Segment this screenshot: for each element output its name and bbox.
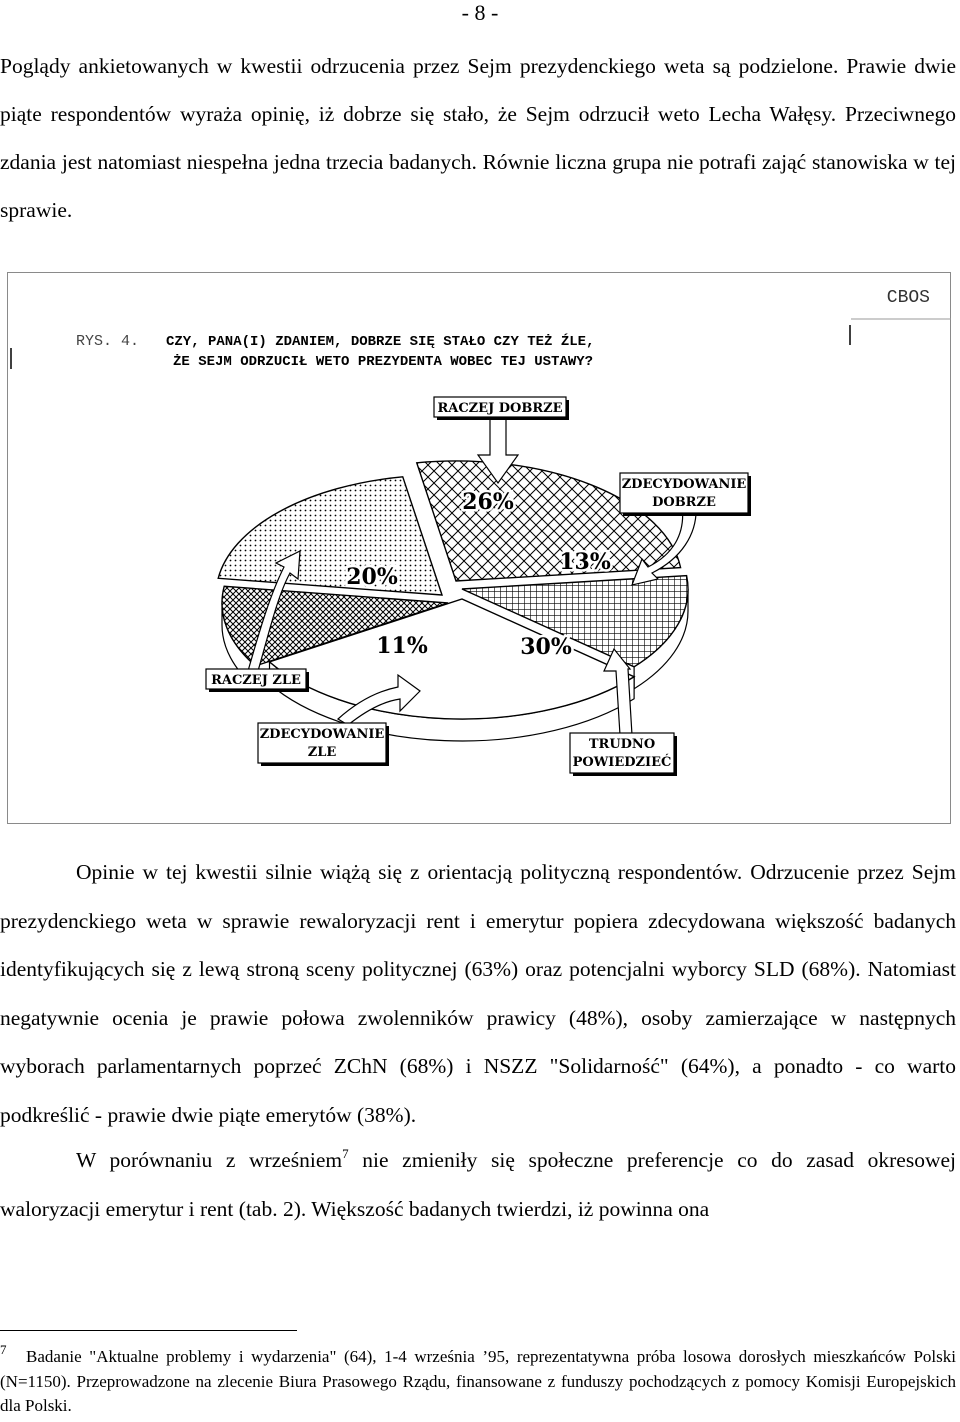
slice-label-rz-line1: RACZEJ DOBRZE xyxy=(437,401,563,416)
figure-title-line2: ŻE SEJM ODRZUCIŁ WETO PREZYDENTA WOBEC TEJ USTAWY? xyxy=(173,354,594,370)
figure-title-line1: CZY, PANA(I) ZDANIEM, DOBRZE SIĘ STAŁO CZY TEŻ ŹLE, xyxy=(166,334,595,350)
pie-slice-rl xyxy=(218,477,442,595)
slice-label-zd-line1: ZDECYDOWANIE xyxy=(621,477,747,492)
slice-value-rz: 26% xyxy=(462,489,514,515)
slice-value-zd: 13% xyxy=(559,549,611,575)
paragraph-3 xyxy=(0,1136,956,1233)
footnote-reference[interactable]: 7 xyxy=(342,1146,349,1161)
slice-value-tp: 30% xyxy=(520,634,572,660)
slice-label-zz-line2: ZLE xyxy=(307,745,337,760)
slice-value-rl: 20% xyxy=(346,564,398,590)
footnote-text: Badanie "Aktualne problemy i wydarzenia" (64), 1-4 września ’95, reprezentatywna próba losowa dorosłych mieszkańców Polski (N=1150). Przeprowadzone na zlecenie Biura Prasowego Rządu, finansowane z funduszy pochodzących z pomocy Komisji Europejskich dla Polski. xyxy=(0,1347,956,1415)
slice-label-tp-line1: TRUDNO xyxy=(588,737,656,752)
figure-number: RYS. 4. xyxy=(76,333,140,350)
footnote: 7 Badanie "Aktualne problemy i wydarzenia" (64), 1-4 września ’95, reprezentatywna próba losowa dorosłych mieszkańców Polski (N=1150). Przeprowadzone na zlecenie Biura Prasowego Rządu, finansowane z funduszy pochodzących z pomocy Komisji Europejskich dla Polski. xyxy=(0,1342,956,1415)
paragraph-1: Poglądy ankietowanych w kwestii odrzucenia przez Sejm prezydenckiego weta są podzielone. Prawie dwie piąte respondentów wyraża opinię, iż dobrze się stało, że Sejm odrzucił weto Lecha Wałęsy. Przeciwnego zdania jest natomiast niespełna jedna trzecia badanych. Równie liczna grupa nie potrafi zająć stanowiska w tej sprawie. xyxy=(0,54,956,222)
paragraph-2-text: Opinie w tej kwestii silnie wiążą się z orientacją polityczną respondentów. Odrzucenie przez Sejm prezydenckiego weta w sprawie rewaloryzacji rent i emerytur popiera zdecydowana większość badanych identyfikujących się z lewą stroną sceny politycznej (63%) oraz potencjalni wyborcy SLD (68%). Natomiast negatywnie ocenia je prawie połowa zwolenników prawicy (48%), osoby zamierzające w następnych wyborach parlamentarnych poprzeć ZChN (68%) i NSZZ "Solidarność" (64%), a ponadto - co warto podkreślić - prawie dwie piąte emerytów (38%). xyxy=(0,860,956,1127)
slice-label-zd-line2: DOBRZE xyxy=(652,495,716,510)
figure-box xyxy=(7,272,951,824)
slice-label-tp-line2: POWIEDZIEĆ xyxy=(572,755,672,770)
source-label: CBOS xyxy=(886,288,930,308)
slice-value-zz: 11% xyxy=(376,633,428,659)
footnote-rule xyxy=(0,1330,297,1331)
pie-chart xyxy=(8,273,952,825)
paragraph-3-before: W porównaniu z wrześniem xyxy=(76,1148,343,1172)
page-number: - 8 - xyxy=(461,0,499,25)
slice-label-rl-line1: RACZEJ ZLE xyxy=(211,673,301,688)
paragraph-3-after: nie zmieniły się społeczne preferencje co do zasad okresowej waloryzacji emerytur i rent (tab. 2). Większość badanych twierdzi, iż powinna ona xyxy=(0,1148,956,1221)
slice-label-zz-line1: ZDECYDOWANIE xyxy=(259,727,385,742)
paragraph-2 xyxy=(0,848,956,1139)
